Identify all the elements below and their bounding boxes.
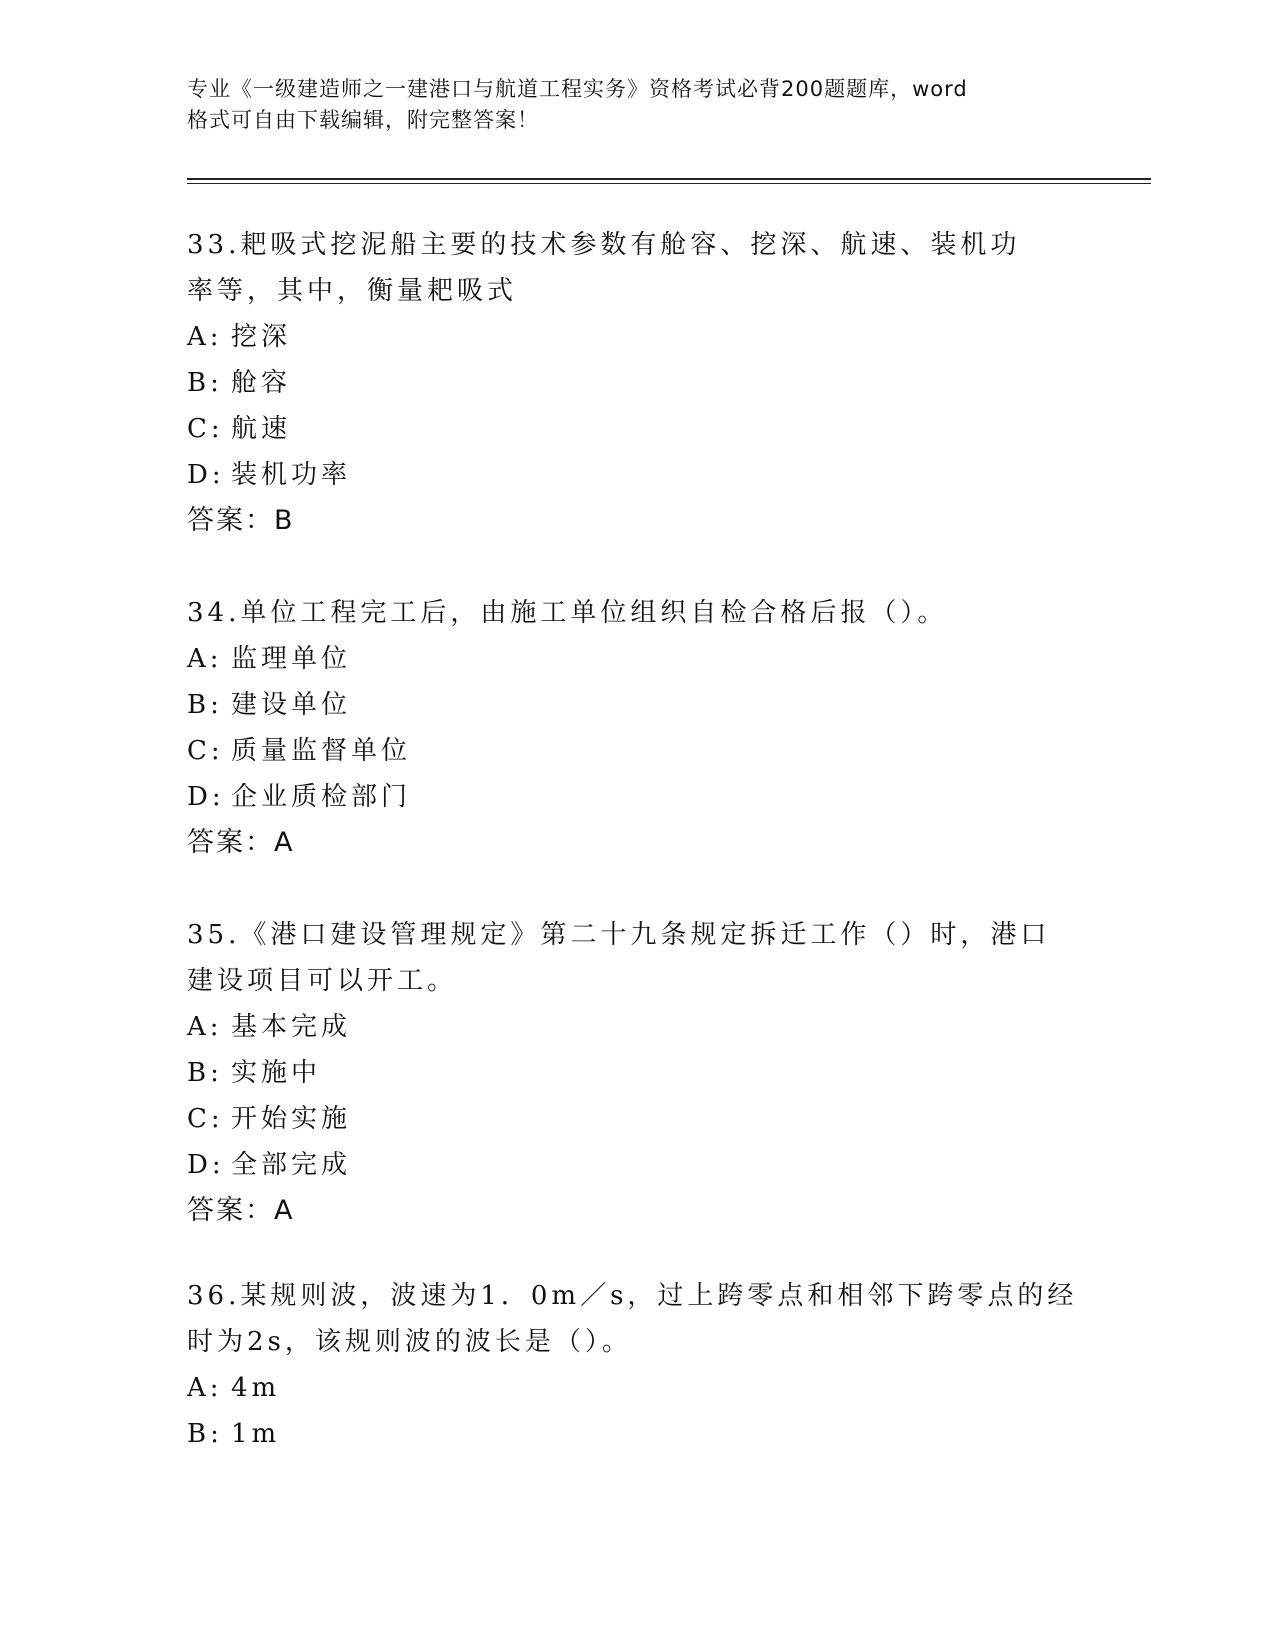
answer-label: 答案：A (187, 827, 295, 858)
option-text: 建设单位 (231, 690, 352, 720)
option-key: D: (187, 782, 225, 812)
option-key: A: (187, 322, 223, 352)
header-divider-thin (187, 183, 1151, 184)
option-text: 航速 (231, 414, 292, 444)
option-key: B: (187, 368, 223, 398)
option-text: 挖深 (231, 322, 292, 352)
option-d (187, 452, 1087, 498)
option-text: 实施中 (231, 1058, 322, 1088)
option-key: B: (187, 1058, 223, 1088)
option-text: 企业质检部门 (231, 782, 412, 812)
question-35 (187, 912, 1087, 1234)
option-text: 舱容 (231, 368, 292, 398)
option-text: 质量监督单位 (231, 736, 412, 766)
question-text: 36.某规则波，波速为1．0m／s，过上跨零点和相邻下跨零点的经时为2s，该规则波的波长是（）。 (187, 1281, 1078, 1357)
option-text: 监理单位 (231, 644, 352, 674)
option-c (187, 406, 1087, 452)
option-b (187, 360, 1087, 406)
option-key: C: (187, 1104, 224, 1134)
option-text: 基本完成 (231, 1012, 352, 1042)
option-d (187, 774, 1087, 820)
option-a (187, 1004, 1087, 1050)
option-b (187, 1050, 1087, 1096)
header-divider-thick (187, 178, 1151, 180)
question-33 (187, 222, 1087, 544)
option-key: D: (187, 460, 225, 490)
option-text: 装机功率 (231, 460, 352, 490)
option-key: B: (187, 690, 223, 720)
document-header (187, 74, 1067, 136)
header-line-1: 专业《一级建造师之一建港口与航道工程实务》资格考试必背200题题库，word (187, 77, 968, 101)
question-text: 34.单位工程完工后，由施工单位组织自检合格后报（）。 (187, 598, 948, 628)
option-key: A: (187, 644, 223, 674)
option-text: 全部完成 (231, 1150, 352, 1180)
option-a (187, 314, 1087, 360)
option-key: B: (187, 1419, 223, 1449)
question-text: 33.耙吸式挖泥船主要的技术参数有舱容、挖深、航速、装机功率等，其中，衡量耙吸式 (187, 230, 1021, 306)
option-a (187, 636, 1087, 682)
answer-label: 答案：A (187, 1195, 295, 1226)
option-c (187, 1096, 1087, 1142)
question-34 (187, 590, 1087, 866)
answer-label: 答案：B (187, 505, 295, 536)
option-c (187, 728, 1087, 774)
option-key: D: (187, 1150, 225, 1180)
option-key: A: (187, 1373, 223, 1403)
option-b (187, 682, 1087, 728)
option-text: 1m (231, 1419, 281, 1449)
option-key: C: (187, 414, 224, 444)
header-line-2: 格式可自由下载编辑，附完整答案！ (187, 108, 539, 132)
option-b (187, 1411, 1087, 1457)
option-text: 开始实施 (231, 1104, 352, 1134)
question-text: 35.《港口建设管理规定》第二十九条规定拆迁工作（）时，港口建设项目可以开工。 (187, 920, 1051, 996)
option-key: A: (187, 1012, 223, 1042)
option-d (187, 1142, 1087, 1188)
question-36 (187, 1273, 1087, 1457)
option-a (187, 1365, 1087, 1411)
option-key: C: (187, 736, 224, 766)
option-text: 4m (231, 1373, 281, 1403)
